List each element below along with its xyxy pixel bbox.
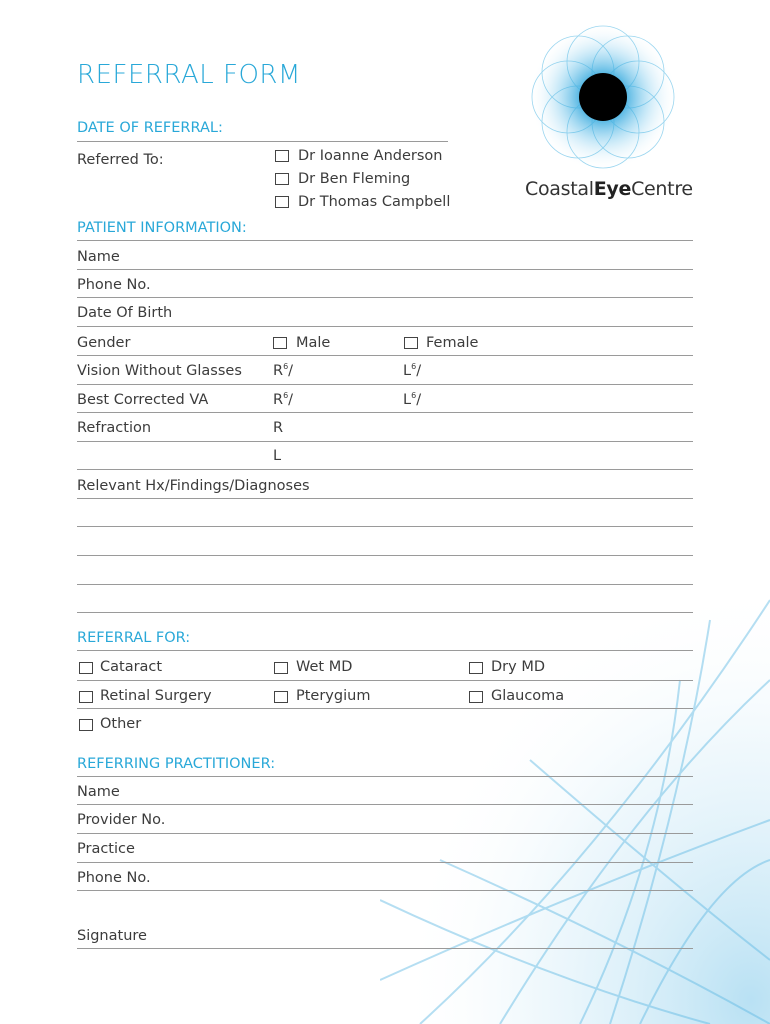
dry-md-label: Dry MD bbox=[491, 659, 545, 675]
patient-dob-field[interactable] bbox=[77, 326, 693, 327]
relevant-findings-label: Relevant Hx/Findings/Diagnoses bbox=[77, 478, 310, 494]
date-of-referral-label: DATE OF REFERRAL: bbox=[77, 120, 223, 136]
pterygium-label: Pterygium bbox=[296, 688, 371, 704]
patient-phone-field[interactable] bbox=[77, 297, 693, 298]
acuity-slash: / bbox=[288, 362, 294, 379]
acuity-slash: / bbox=[288, 391, 294, 408]
practice-label: Practice bbox=[77, 841, 135, 857]
brand-name-suffix: Centre bbox=[631, 178, 693, 200]
acuity-denominator: 6 bbox=[283, 391, 289, 400]
provider-number-field[interactable] bbox=[77, 833, 693, 834]
practitioner-name-field[interactable] bbox=[77, 804, 693, 805]
provider-number-label: Provider No. bbox=[77, 812, 166, 828]
checkbox-pterygium[interactable] bbox=[274, 691, 288, 703]
form-title: REFERRAL FORM bbox=[77, 60, 301, 90]
doctor-anderson-label: Dr Ioanne Anderson bbox=[298, 148, 443, 164]
eye-logo-icon bbox=[520, 22, 690, 172]
relevant-findings-line[interactable] bbox=[77, 555, 693, 556]
referring-practitioner-heading: REFERRING PRACTITIONER: bbox=[77, 756, 276, 772]
wet-md-label: Wet MD bbox=[296, 659, 353, 675]
cataract-label: Cataract bbox=[100, 659, 163, 675]
patient-name-field[interactable] bbox=[77, 269, 693, 270]
checkbox-dry-md[interactable] bbox=[469, 662, 483, 674]
refraction-left-eye[interactable]: L bbox=[273, 448, 282, 464]
divider bbox=[77, 680, 693, 681]
vision-without-glasses-label: Vision Without Glasses bbox=[77, 363, 242, 379]
divider bbox=[77, 469, 693, 470]
brand-logo-text bbox=[525, 178, 693, 200]
brand-name-bold: Eye bbox=[593, 178, 632, 200]
gender-label: Gender bbox=[77, 335, 131, 351]
checkbox-retinal-surgery[interactable] bbox=[79, 691, 93, 703]
divider bbox=[77, 355, 693, 356]
left-eye-letter: L bbox=[403, 391, 412, 408]
divider bbox=[77, 412, 693, 413]
acuity-denominator: 6 bbox=[283, 362, 289, 371]
relevant-findings-line[interactable] bbox=[77, 612, 693, 613]
patient-name-label: Name bbox=[77, 249, 120, 265]
checkbox-cataract[interactable] bbox=[79, 662, 93, 674]
checkbox-doctor-anderson[interactable] bbox=[275, 150, 289, 162]
patient-dob-label: Date Of Birth bbox=[77, 305, 173, 321]
practitioner-phone-label: Phone No. bbox=[77, 870, 151, 886]
checkbox-doctor-fleming[interactable] bbox=[275, 173, 289, 185]
practice-field[interactable] bbox=[77, 862, 693, 863]
divider bbox=[77, 650, 693, 651]
male-label: Male bbox=[296, 335, 331, 351]
vision-right-eye[interactable] bbox=[273, 362, 293, 379]
doctor-campbell-label: Dr Thomas Campbell bbox=[298, 194, 451, 210]
practitioner-name-label: Name bbox=[77, 784, 120, 800]
best-corrected-va-label: Best Corrected VA bbox=[77, 392, 209, 408]
relevant-findings-line[interactable] bbox=[77, 498, 693, 499]
vision-left-eye[interactable] bbox=[403, 362, 421, 379]
acuity-denominator: 6 bbox=[411, 362, 417, 371]
patient-phone-label: Phone No. bbox=[77, 277, 151, 293]
corner-lattice-decoration bbox=[380, 560, 770, 1024]
acuity-denominator: 6 bbox=[411, 391, 417, 400]
divider bbox=[77, 776, 693, 777]
divider bbox=[77, 708, 693, 709]
best-va-right-eye[interactable] bbox=[273, 391, 293, 408]
acuity-slash: / bbox=[416, 362, 422, 379]
date-of-referral-field[interactable] bbox=[77, 141, 448, 142]
patient-information-heading: PATIENT INFORMATION: bbox=[77, 220, 247, 236]
practitioner-phone-field[interactable] bbox=[77, 890, 693, 891]
left-eye-letter: L bbox=[403, 362, 412, 379]
relevant-findings-line[interactable] bbox=[77, 526, 693, 527]
right-eye-letter: R bbox=[273, 391, 284, 408]
divider bbox=[77, 240, 693, 241]
checkbox-wet-md[interactable] bbox=[274, 662, 288, 674]
female-label: Female bbox=[426, 335, 479, 351]
checkbox-other[interactable] bbox=[79, 719, 93, 731]
divider bbox=[77, 384, 693, 385]
refraction-right-eye[interactable]: R bbox=[273, 420, 284, 436]
retinal-surgery-label: Retinal Surgery bbox=[100, 688, 212, 704]
checkbox-female[interactable] bbox=[404, 337, 418, 349]
referred-to-label: Referred To: bbox=[77, 152, 164, 168]
glaucoma-label: Glaucoma bbox=[491, 688, 565, 704]
brand-name-prefix: Coastal bbox=[525, 178, 594, 200]
referral-for-heading: REFERRAL FOR: bbox=[77, 630, 191, 646]
acuity-slash: / bbox=[416, 391, 422, 408]
other-label: Other bbox=[100, 716, 142, 732]
refraction-label: Refraction bbox=[77, 420, 152, 436]
checkbox-male[interactable] bbox=[273, 337, 287, 349]
checkbox-glaucoma[interactable] bbox=[469, 691, 483, 703]
signature-field[interactable] bbox=[77, 948, 693, 949]
divider bbox=[77, 441, 693, 442]
checkbox-doctor-campbell[interactable] bbox=[275, 196, 289, 208]
relevant-findings-line[interactable] bbox=[77, 584, 693, 585]
right-eye-letter: R bbox=[273, 362, 284, 379]
best-va-left-eye[interactable] bbox=[403, 391, 421, 408]
doctor-fleming-label: Dr Ben Fleming bbox=[298, 171, 411, 187]
signature-label: Signature bbox=[77, 928, 147, 944]
